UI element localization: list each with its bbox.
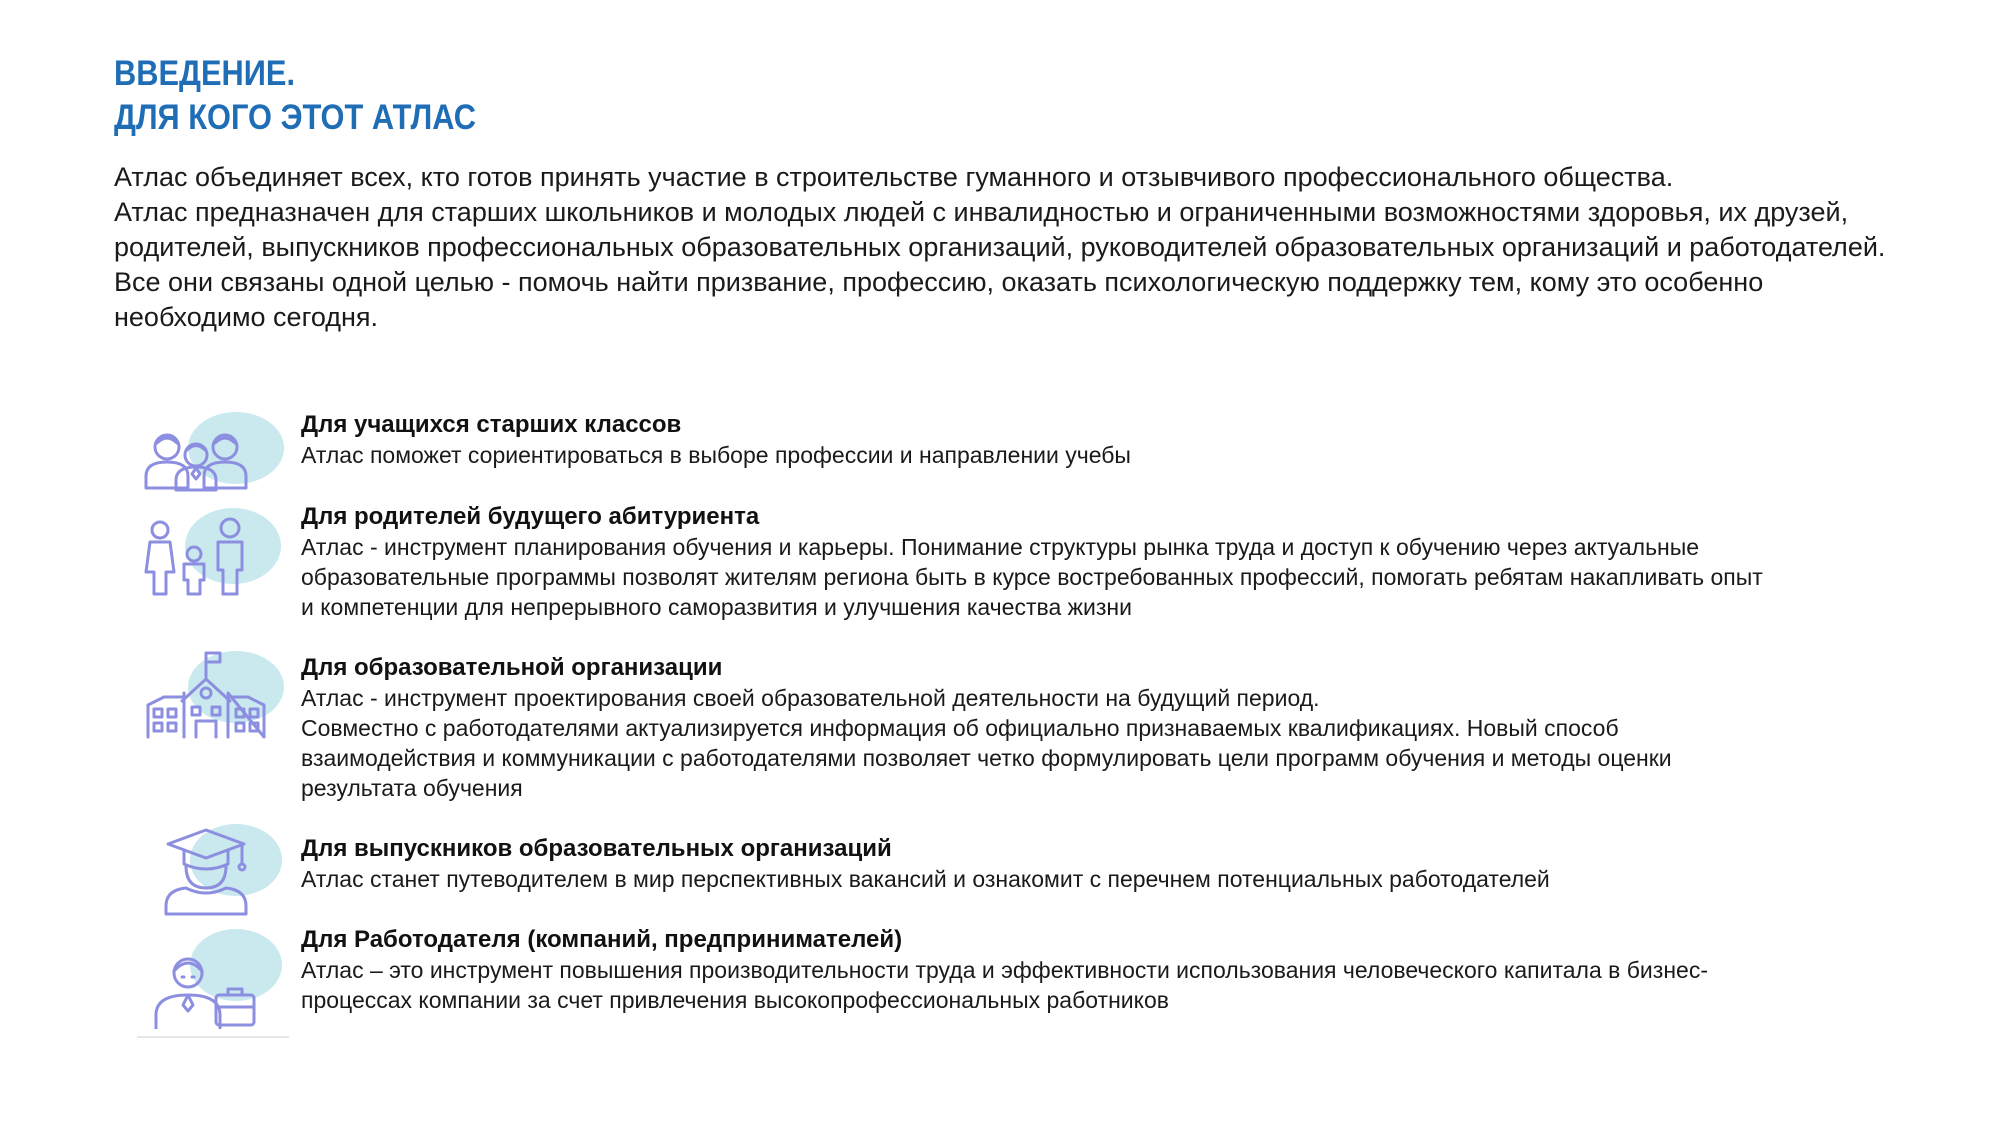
divider [137,1036,289,1038]
school-building-icon [138,649,288,749]
audience-description-line: процессах компании за счет привлечения высокопрофессиональных работников [301,987,1169,1013]
audience-title: Для Работодателя (компаний, предпринимателей) [301,926,903,953]
audience-text-graduates [301,834,1941,894]
audience-description-line: результата обучения [301,775,523,801]
family-icon [138,506,288,606]
audience-description-line: Атлас - инструмент проектирования своей образовательной деятельности на будущий период. [301,685,1320,711]
audience-description-line: Атлас поможет сориентироваться в выборе профессии и направлении учебы [301,442,1131,468]
audience-title: Для выпускников образовательных организаций [301,835,892,862]
page-title-line-2: ДЛЯ КОГО ЭТОТ АТЛАС [114,98,476,137]
audience-description-line: Совместно с работодателями актуализируется информация об официально признаваемых квалификациях. Новый способ [301,715,1619,741]
audience-description [301,683,1941,803]
audience-text-students [301,410,1941,470]
page-title-line-1: ВВЕДЕНИЕ. [114,54,296,93]
audience-title: Для образовательной организации [301,654,723,681]
intro-paragraph-2: Атлас предназначен для старших школьников и молодых людей с инвалидностью и ограниченными возможностями здоровья, их друзей, родителей, выпускников профессиональных образовательных организаций, руководителей образовательных организаций и работодателей. [114,197,1886,262]
audience-description-line: Атлас станет путеводителем в мир перспективных вакансий и ознакомит с перечнем потенциальных работодателей [301,866,1550,892]
audience-description-line: Атлас – это инструмент повышения производительности труда и эффективности использования человеческого капитала в бизнес- [301,957,1708,983]
audience-description-line: взаимодействия и коммуникации с работодателями позволяет четко формулировать цели программ обучения и методы оценки [301,745,1672,771]
students-group-icon [138,410,288,510]
audience-description-line: образовательные программы позволят жителям региона быть в курсе востребованных профессий, помогать ребятам накапливать опыт [301,564,1763,590]
audience-title: Для учащихся старших классов [301,411,682,438]
audience-description-line: Атлас - инструмент планирования обучения и карьеры. Понимание структуры рынка труда и доступ к обучению через актуальные [301,534,1700,560]
audience-title: Для родителей будущего абитуриента [301,503,760,530]
employer-icon [138,929,288,1029]
audience-description [301,532,1941,622]
audience-description [301,864,1941,894]
intro-paragraph-3: Все они связаны одной целью - помочь найти призвание, профессию, оказать психологическую поддержку тем, кому это особенно необходимо сегодня. [114,267,1764,332]
audience-description [301,955,1941,1015]
intro-paragraph-1: Атлас объединяет всех, кто готов принять участие в строительстве гуманного и отзывчивого профессионального общества. [114,162,1674,192]
audience-text-parents [301,502,1941,622]
audience-text-employer [301,925,1941,1015]
audience-description-line: и компетенции для непрерывного саморазвития и улучшения качества жизни [301,594,1132,620]
audience-description [301,440,1941,470]
graduate-icon [138,822,288,922]
audience-text-education-org [301,653,1941,803]
